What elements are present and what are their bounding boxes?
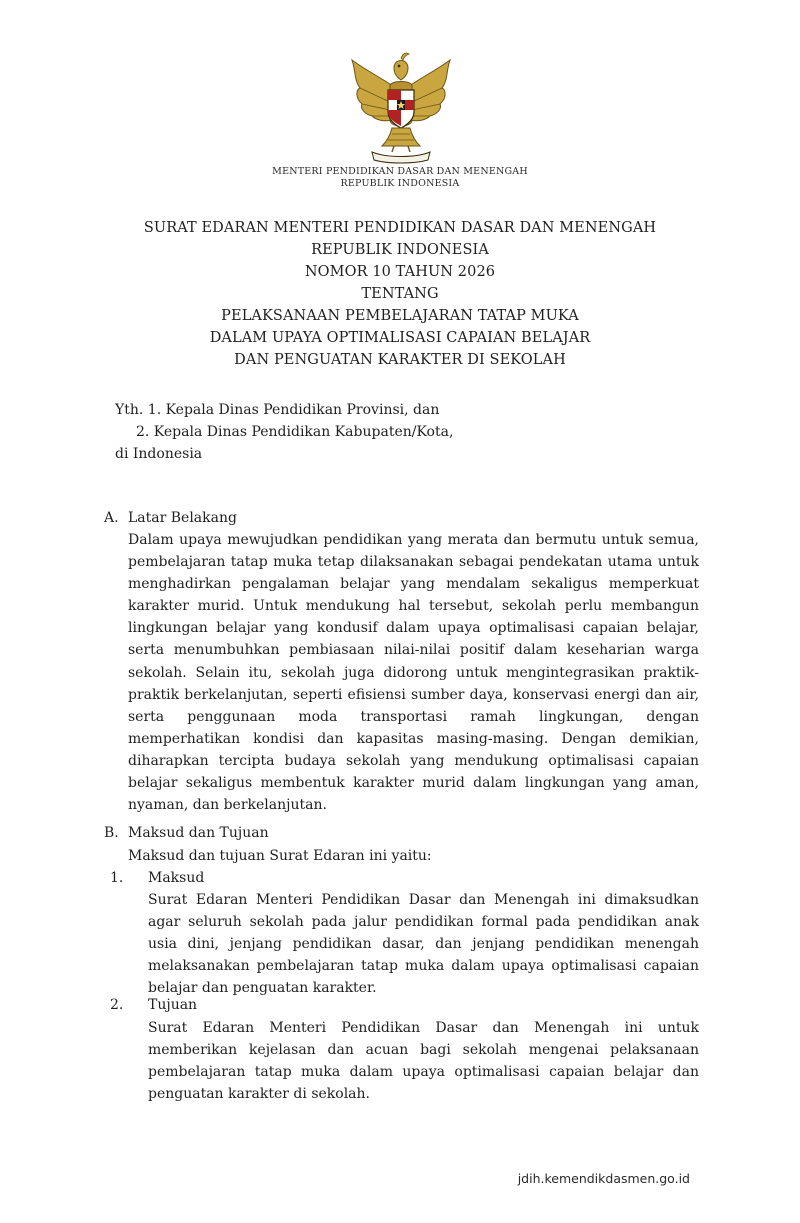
footer-url: jdih.kemendikdasmen.go.id (517, 1171, 690, 1186)
subsection-tujuan-body: Surat Edaran Menteri Pendidikan Dasar dan Menengah ini untuk memberikan kejelasan dan acuan bagi sekolah mengenai pelaksanaan pembelajaran tatap muka dalam upaya optimalisasi capaian belajar dan penguatan karakter di sekolah. (148, 1020, 699, 1103)
section-b-heading (104, 822, 269, 844)
title-line: NOMOR 10 TAHUN 2026 (304, 264, 496, 280)
recipient-line: 2. Kepala Dinas Pendidikan Kabupaten/Kota, (136, 424, 454, 440)
section-letter: B. (104, 825, 119, 841)
subsection-tujuan-heading (110, 994, 197, 1016)
section-title: Latar Belakang (128, 510, 237, 526)
title-line: TENTANG (361, 286, 439, 302)
title-line: PELAKSANAAN PEMBELAJARAN TATAP MUKA (221, 308, 579, 324)
recipients-block (115, 399, 453, 465)
subsection-number: 2. (110, 997, 124, 1013)
section-a-heading (104, 507, 237, 529)
subsection-title: Maksud (148, 870, 205, 886)
title-line: SURAT EDARAN MENTERI PENDIDIKAN DASAR DAN MENENGAH (143, 220, 657, 236)
title-line: DAN PENGUATAN KARAKTER DI SEKOLAH (234, 352, 566, 368)
subsection-title: Tujuan (148, 997, 198, 1013)
ministry-name-line1: MENTERI PENDIDIKAN DASAR DAN MENENGAH (272, 166, 528, 177)
title-line: REPUBLIK INDONESIA (311, 242, 489, 258)
garuda-pancasila-emblem-icon (346, 50, 456, 165)
section-a-body: Dalam upaya mewujudkan pendidikan yang merata dan bermutu untuk semua, pembelajaran tatap muka tetap dilaksanakan sebagai pendekatan utama untuk menghadirkan pengalaman belajar yang mendalam sekaligus memperkuat karakter murid. Untuk mendukung hal tersebut, sekolah perlu membangun lingkungan belajar yang kondusif dalam upaya optimalisasi capaian belajar, serta menumbuhkan pembiasaan nilai-nilai positif dalam keseharian warga sekolah. Selain itu, sekolah juga didorong untuk mengintegrasikan praktik-praktik berkelanjutan, seperti efisiensi sumber daya, konservasi energi dan air, serta penggunaan moda transportasi ramah lingkungan, dengan memperhatikan kondisi dan kapasitas masing-masing. Dengan demikian, diharapkan tercipta budaya sekolah yang mendukung optimalisasi capaian belajar sekaligus membentuk karakter murid dalam lingkungan yang aman, nyaman, dan berkelanjutan. (128, 532, 699, 814)
document-title (120, 217, 680, 371)
recipient-line: Yth. 1. Kepala Dinas Pendidikan Provinsi, dan (115, 402, 440, 418)
title-line: DALAM UPAYA OPTIMALISASI CAPAIAN BELAJAR (209, 330, 591, 346)
ministry-name-line2: REPUBLIK INDONESIA (340, 178, 460, 189)
recipient-location: di Indonesia (115, 446, 203, 462)
subsection-maksud-heading (110, 867, 204, 889)
section-title: Maksud dan Tujuan (128, 825, 269, 841)
section-b-intro: Maksud dan tujuan Surat Edaran ini yaitu: (128, 848, 432, 864)
subsection-maksud-body: Surat Edaran Menteri Pendidikan Dasar dan Menengah ini dimaksudkan agar seluruh sekolah pada jalur pendidikan formal pada pendidikan anak usia dini, jenjang pendidikan dasar, dan jenjang pendidikan menengah melaksanakan pembelajaran tatap muka dalam upaya optimalisasi capaian belajar dan penguatan karakter. (148, 892, 699, 997)
section-letter: A. (104, 510, 119, 526)
subsection-number: 1. (110, 870, 124, 886)
